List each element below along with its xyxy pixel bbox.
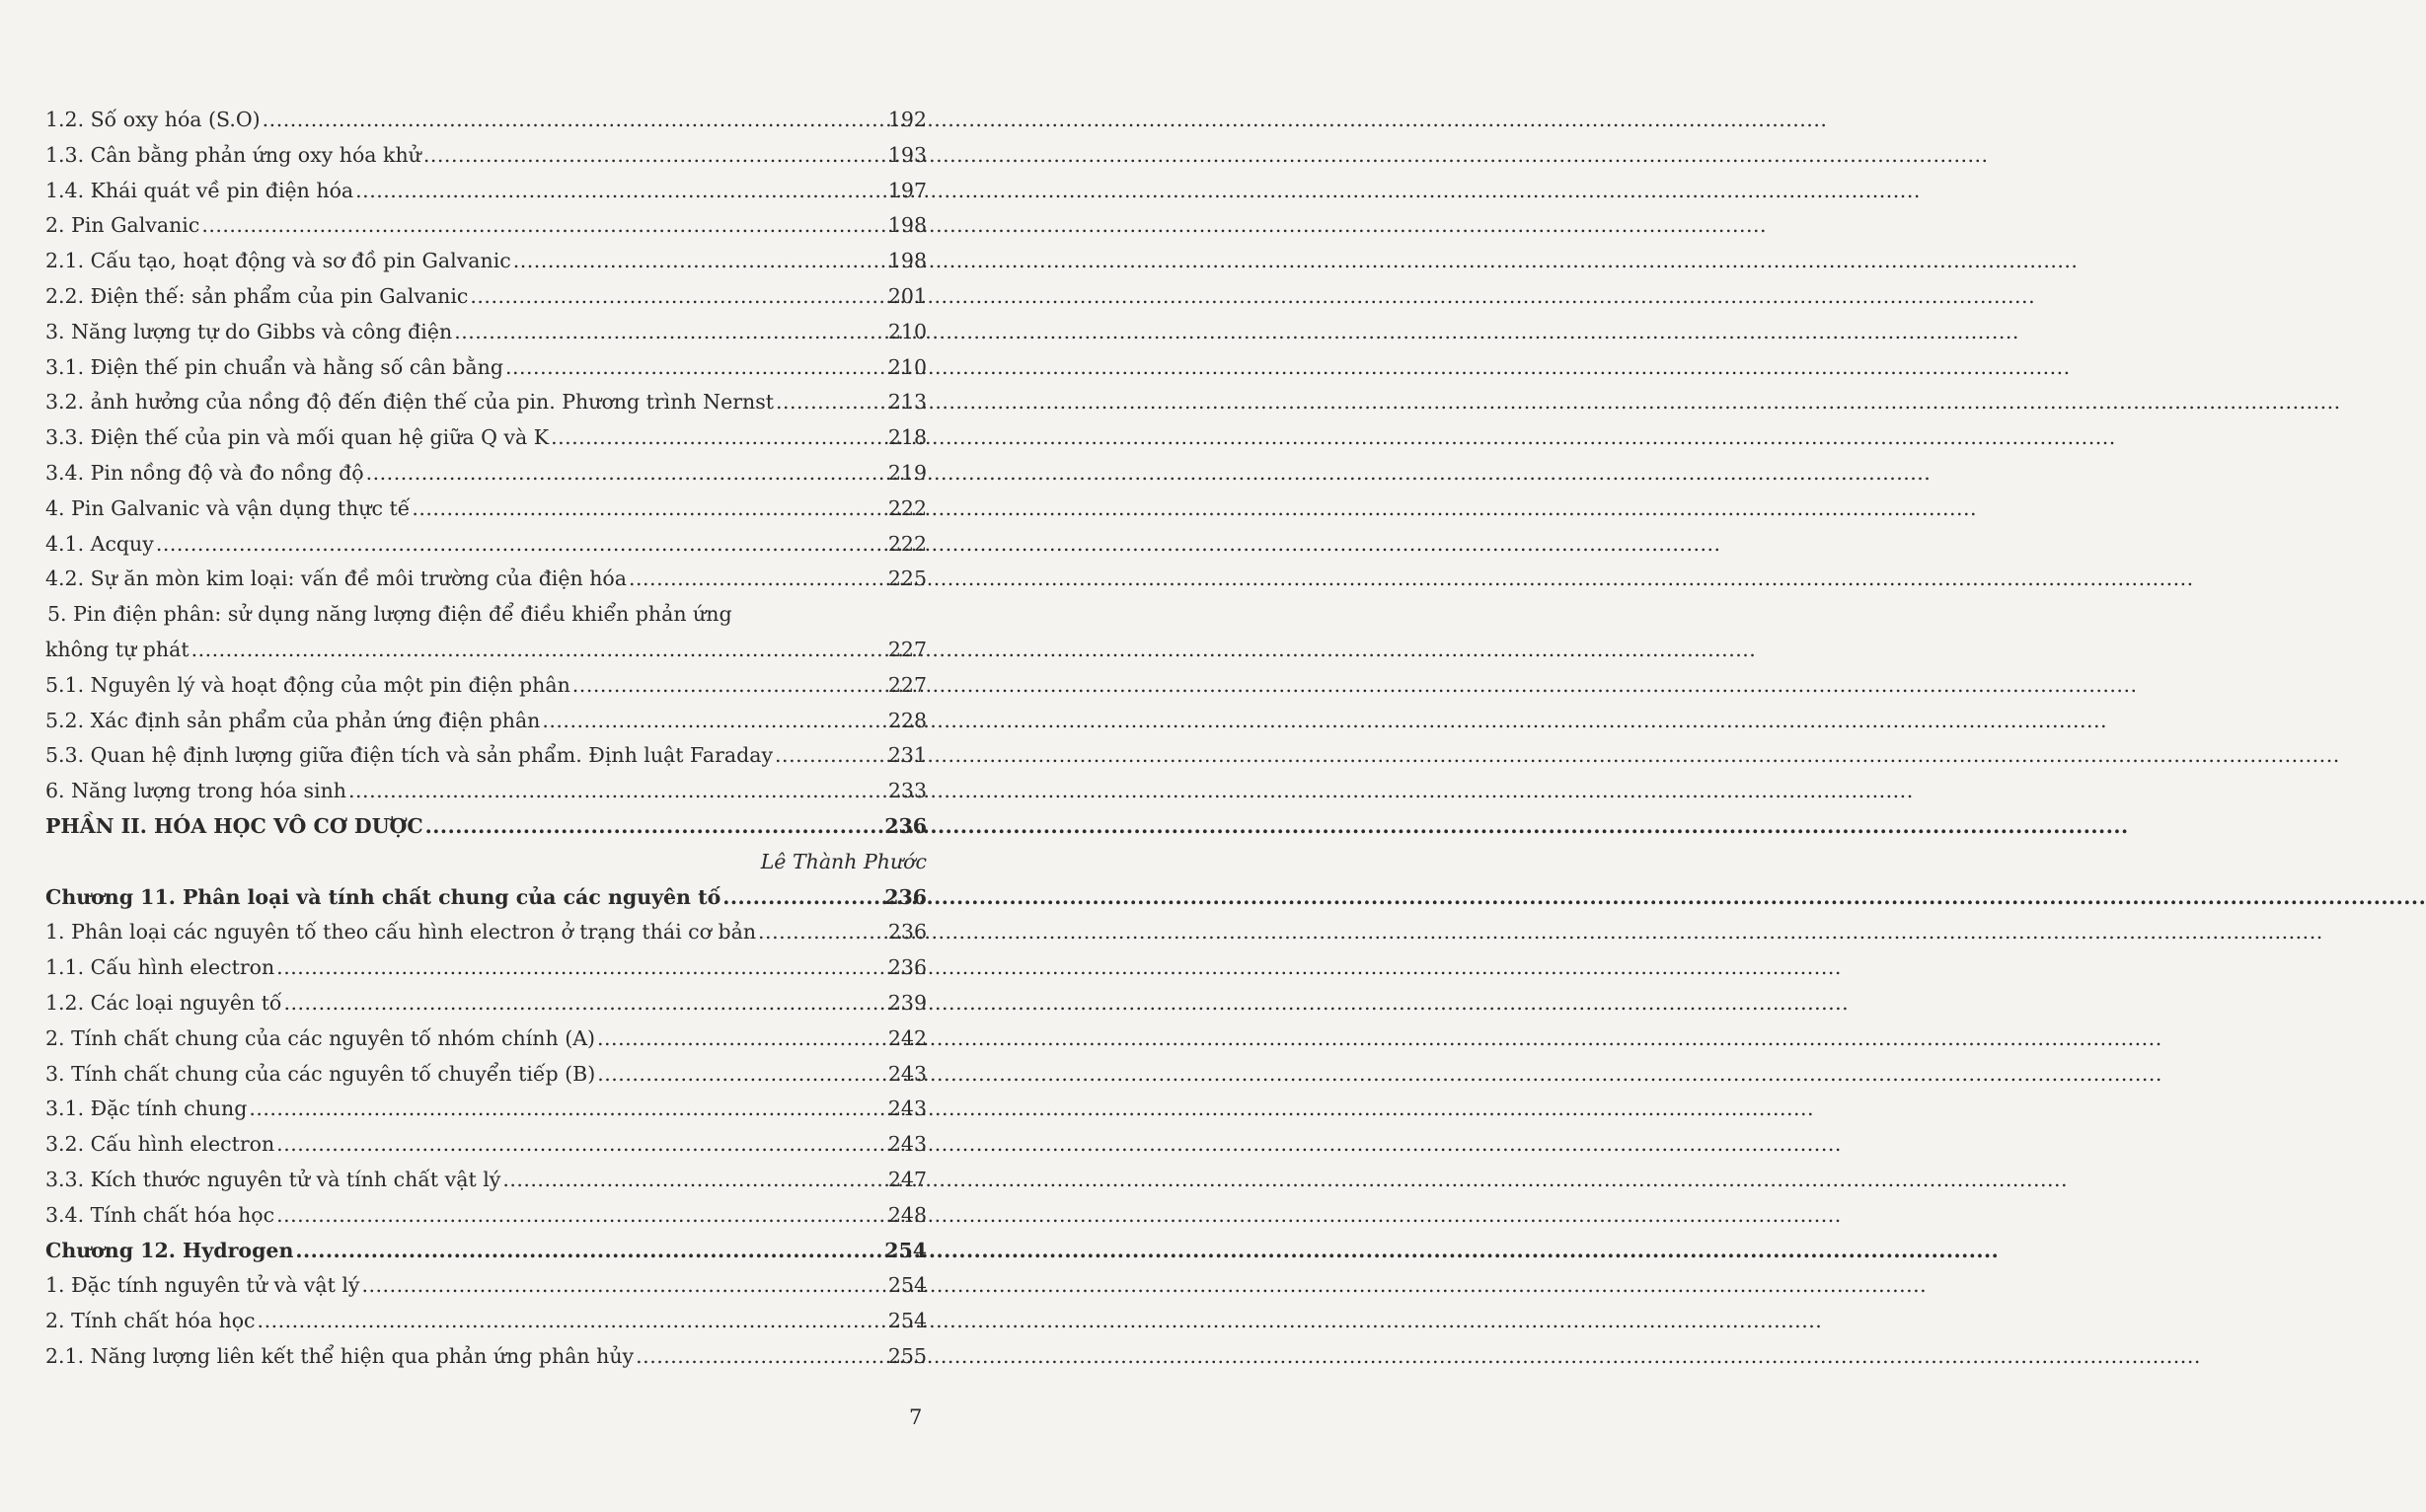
toc-entry	[45, 279, 927, 315]
toc-entry-title: 3.3. Kích thước nguyên tử và tính chất vật lý	[45, 1167, 501, 1191]
toc-entry-page: 236	[887, 955, 927, 980]
toc-entry	[45, 1198, 927, 1234]
toc-leader-dots	[722, 880, 882, 916]
toc-entry-title: 3. Tính chất chung của các nguyên tố chuyển tiếp (B)	[45, 1061, 596, 1086]
toc-leader-dots	[276, 1198, 886, 1234]
toc-entry-page: 227	[887, 637, 927, 661]
toc-leader-dots	[776, 385, 886, 420]
toc-entry-page: 193	[887, 142, 927, 167]
toc-entry-title: 3.1. Đặc tính chung	[45, 1096, 248, 1121]
toc-leader-dots	[636, 1339, 886, 1375]
toc-entry	[45, 1268, 927, 1304]
toc-entry-page: 210	[887, 354, 927, 379]
toc-entry-page: 231	[887, 743, 927, 768]
toc-entry	[45, 774, 927, 809]
table-of-contents	[45, 103, 927, 1375]
toc-entry-page: 201	[887, 283, 927, 308]
toc-entry	[45, 704, 927, 739]
toc-entry-title: 2. Tính chất chung của các nguyên tố nhóm chính (A)	[45, 1025, 596, 1050]
toc-entry	[45, 880, 927, 916]
toc-group-2	[45, 668, 927, 845]
toc-entry	[45, 491, 927, 527]
toc-entry-title: 5.2. Xác định sản phẩm của phản ứng điện phân	[45, 708, 541, 732]
toc-entry	[45, 562, 927, 597]
toc-leader-dots	[502, 1163, 886, 1198]
toc-entry-title: 3.4. Pin nồng độ và đo nồng độ	[45, 460, 364, 485]
toc-entry	[45, 420, 927, 456]
toc-leader-dots	[191, 633, 886, 668]
toc-leader-dots	[412, 491, 885, 527]
toc-entry-page: 243	[887, 1096, 927, 1121]
toc-entry-page: 243	[887, 1132, 927, 1157]
toc-entry	[45, 103, 927, 138]
toc-entry-title: 3.1. Điện thế pin chuẩn và hằng số cân bằng	[45, 354, 503, 379]
toc-entry-page: 254	[887, 1273, 927, 1298]
toc-entry-title: 4. Pin Galvanic và vận dụng thực tế	[45, 495, 411, 520]
toc-entry	[45, 527, 927, 563]
toc-entry-title-line1: 5. Pin điện phân: sử dụng năng lượng điện để điều khiển phản ứng	[47, 602, 732, 627]
toc-leader-dots	[425, 809, 883, 845]
toc-entry-page: 222	[887, 495, 927, 520]
toc-entry-page: 254	[884, 1238, 927, 1262]
toc-leader-dots	[513, 244, 886, 279]
toc-entry-title: 6. Năng lượng trong hóa sinh	[45, 779, 347, 803]
toc-leader-dots	[283, 986, 885, 1021]
toc-entry	[45, 315, 927, 350]
toc-entry-page: 243	[887, 1061, 927, 1086]
toc-entry-page: 239	[887, 990, 927, 1015]
page-number: 7	[909, 1405, 923, 1429]
toc-group-3	[45, 880, 927, 1375]
toc-entry-title: 4.1. Acquy	[45, 531, 154, 556]
toc-leader-dots	[263, 103, 886, 138]
toc-entry	[45, 385, 927, 420]
toc-leader-dots	[366, 456, 886, 491]
toc-entry-title: 3.3. Điện thế của pin và mối quan hệ giữa Q và K	[45, 425, 550, 450]
toc-leader-dots	[348, 774, 886, 809]
toc-entry-title: 1.2. Các loại nguyên tố	[45, 990, 282, 1015]
toc-entry	[45, 456, 927, 491]
toc-entry	[45, 1092, 927, 1127]
toc-entry-title-line2: không tự phát	[45, 637, 190, 661]
toc-entry-page: 225	[887, 567, 927, 591]
toc-leader-dots	[295, 1234, 882, 1269]
toc-entry-title: 2. Tính chất hóa học	[45, 1309, 256, 1333]
toc-entry	[45, 244, 927, 279]
toc-entry	[45, 1234, 927, 1269]
toc-entry-title: 4.2. Sự ăn mòn kim loại: vấn đề môi trường của điện hóa	[45, 567, 627, 591]
toc-entry-page: 198	[887, 249, 927, 273]
toc-entry	[45, 809, 927, 845]
toc-entry	[45, 950, 927, 986]
toc-entry-title: 1. Phân loại các nguyên tố theo cấu hình electron ở trạng thái cơ bản	[45, 920, 757, 945]
toc-entry	[45, 1163, 927, 1198]
toc-entry-title: Chương 12. Hydrogen	[45, 1238, 294, 1262]
toc-entry-page: 218	[887, 425, 927, 450]
author-name: Lê Thành Phước	[760, 849, 927, 873]
toc-entry-title: 1.1. Cấu hình electron	[45, 955, 275, 980]
toc-entry-page: 192	[887, 108, 927, 131]
toc-leader-dots	[423, 138, 886, 174]
toc-leader-dots	[597, 1021, 886, 1057]
toc-entry	[45, 1057, 927, 1093]
toc-entry-page: 254	[887, 1309, 927, 1333]
toc-leader-dots	[470, 279, 885, 315]
toc-entry-title: 1. Đặc tính nguyên tử và vật lý	[45, 1273, 360, 1298]
toc-entry-title: 1.4. Khái quát về pin điện hóa	[45, 178, 354, 202]
toc-leader-dots	[156, 527, 886, 563]
toc-entry-page: 228	[887, 708, 927, 732]
toc-leader-dots	[276, 1127, 886, 1163]
toc-entry-page: 222	[887, 531, 927, 556]
toc-entry-page: 198	[887, 213, 927, 238]
toc-entry	[45, 350, 927, 386]
toc-entry-page: 242	[887, 1025, 927, 1050]
toc-entry	[45, 138, 927, 174]
toc-group-1	[45, 103, 927, 597]
toc-leader-dots	[276, 950, 886, 986]
toc-entry-title: 2.2. Điện thế: sản phẩm của pin Galvanic	[45, 283, 469, 308]
toc-entry-page: 236	[887, 920, 927, 945]
toc-leader-dots	[775, 738, 886, 774]
toc-leader-dots	[362, 1268, 886, 1304]
toc-entry-title: Chương 11. Phân loại và tính chất chung của các nguyên tố	[45, 884, 721, 909]
toc-entry	[45, 1021, 927, 1057]
toc-entry	[45, 668, 927, 704]
toc-entry	[45, 1304, 927, 1339]
toc-leader-dots	[572, 668, 886, 704]
toc-leader-dots	[355, 174, 886, 209]
toc-entry-title: 2.1. Năng lượng liên kết thể hiện qua phản ứng phân hủy	[45, 1343, 635, 1368]
toc-entry-line2	[45, 633, 927, 668]
toc-entry	[45, 208, 927, 244]
toc-entry	[45, 986, 927, 1021]
toc-entry	[45, 915, 927, 950]
toc-entry-title: 3. Năng lượng tự do Gibbs và công điện	[45, 319, 453, 343]
toc-entry-page: 227	[887, 672, 927, 697]
toc-leader-dots	[629, 562, 886, 597]
toc-entry-title: 2.1. Cấu tạo, hoạt động và sơ đồ pin Galvanic	[45, 249, 511, 273]
toc-entry-title: 1.3. Cân bằng phản ứng oxy hóa khử	[45, 142, 421, 167]
toc-entry-page: 197	[887, 178, 927, 202]
toc-entry-page: 255	[887, 1343, 927, 1368]
toc-entry	[45, 174, 927, 209]
toc-entry-title: 1.2. Số oxy hóa (S.O)	[45, 108, 261, 131]
toc-entry-page: 236	[884, 813, 927, 838]
toc-entry	[45, 1339, 927, 1375]
toc-entry-two-line	[45, 597, 927, 668]
toc-entry-title: 2. Pin Galvanic	[45, 213, 200, 238]
toc-leader-dots	[454, 315, 886, 350]
toc-leader-dots	[258, 1304, 886, 1339]
toc-entry-page: 248	[887, 1202, 927, 1227]
toc-entry-title: 5.1. Nguyên lý và hoạt động của một pin điện phân	[45, 672, 570, 697]
toc-entry-page: 247	[887, 1167, 927, 1191]
toc-leader-dots	[505, 350, 886, 386]
toc-leader-dots	[201, 208, 886, 244]
toc-entry-title: 3.4. Tính chất hóa học	[45, 1202, 275, 1227]
toc-leader-dots	[597, 1057, 886, 1093]
toc-entry-page: 236	[884, 884, 927, 909]
toc-entry	[45, 738, 927, 774]
toc-entry-page: 213	[887, 390, 927, 415]
toc-entry-page: 210	[887, 319, 927, 343]
book-page	[0, 0, 982, 1512]
toc-leader-dots	[551, 420, 886, 456]
toc-entry-title: 3.2. Cấu hình electron	[45, 1132, 275, 1157]
toc-entry	[45, 1127, 927, 1163]
toc-leader-dots	[249, 1092, 886, 1127]
toc-entry-page: 233	[887, 779, 927, 803]
toc-leader-dots	[758, 915, 886, 950]
toc-leader-dots	[542, 704, 885, 739]
toc-entry-title: PHẦN II. HÓA HỌC VÔ CƠ DƯỢC	[45, 813, 423, 838]
toc-entry-title: 3.2. ảnh hưởng của nồng độ đến điện thế của pin. Phương trình Nernst	[45, 390, 774, 415]
toc-entry-title: 5.3. Quan hệ định lượng giữa điện tích và sản phẩm. Định luật Faraday	[45, 743, 774, 768]
toc-entry-page: 219	[887, 460, 927, 485]
